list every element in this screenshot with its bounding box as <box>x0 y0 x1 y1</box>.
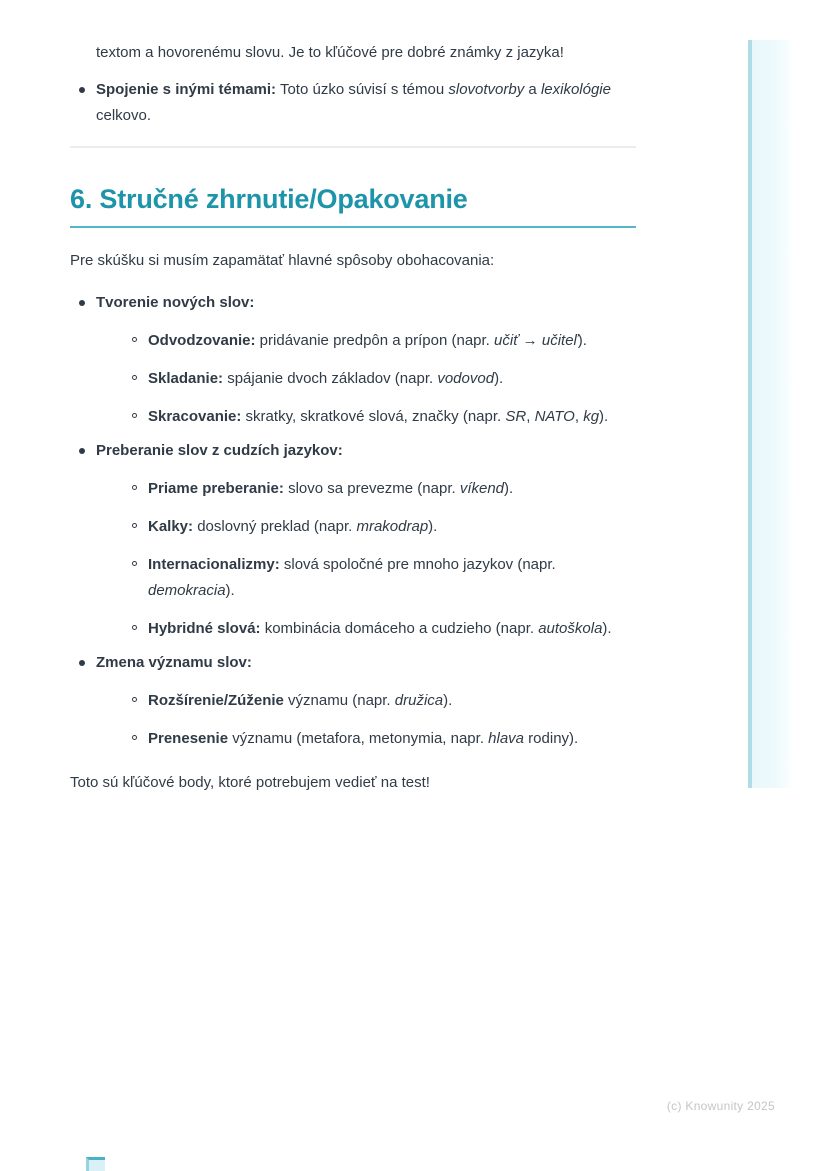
circle-bullet-icon <box>132 561 137 566</box>
section-heading: 6. Stručné zhrnutie/Opakovanie <box>70 184 636 228</box>
list-item <box>96 476 636 502</box>
circle-bullet-icon <box>132 413 137 418</box>
list-group-word-formation <box>70 290 636 430</box>
disc-bullet-icon <box>79 448 85 454</box>
list-item <box>96 404 636 430</box>
disc-bullet-icon <box>79 660 85 666</box>
list-item <box>70 77 636 129</box>
list-item <box>96 726 636 752</box>
circle-bullet-icon <box>132 697 137 702</box>
next-page-corner-decoration <box>86 1157 105 1171</box>
decorative-side-strip <box>748 40 793 788</box>
list-item-text: Spojenie s inými témami: Toto úzko súvisí s témou slovotvorby a lexikológie celkovo. <box>96 81 611 124</box>
circle-bullet-icon <box>132 485 137 490</box>
circle-bullet-icon <box>132 375 137 380</box>
list-item-text: Odvodzovanie: pridávanie predpôn a prípon (napr. učiť → učiteľ). <box>148 332 587 349</box>
note-content <box>70 0 636 796</box>
sub-list <box>96 688 636 752</box>
list-item <box>96 552 636 604</box>
section-divider <box>70 146 636 148</box>
list-item <box>96 616 636 642</box>
lead-paragraph: Pre skúšku si musím zapamätať hlavné spôsoby obohacovania: <box>70 252 495 269</box>
list-item-text: Internacionalizmy: slová spoločné pre mnoho jazykov (napr. demokracia). <box>148 556 556 599</box>
circle-bullet-icon <box>132 523 137 528</box>
sub-list <box>96 328 636 430</box>
summary-list <box>70 290 636 752</box>
list-item <box>96 328 636 354</box>
list-item-text: Skladanie: spájanie dvoch základov (napr. vodovod). <box>148 370 504 387</box>
list-item-text: Kalky: doslovný preklad (napr. mrakodrap). <box>148 518 438 535</box>
list-item <box>96 688 636 714</box>
list-item-text: Priame preberanie: slovo sa prevezme (napr. víkend). <box>148 480 514 497</box>
list-item-text: Skracovanie: skratky, skratkové slová, značky (napr. SR, NATO, kg). <box>148 408 609 425</box>
circle-bullet-icon <box>132 625 137 630</box>
disc-bullet-icon <box>79 87 85 93</box>
paragraph-continuation: textom a hovorenému slovu. Je to kľúčové pre dobré známky z jazyka! <box>96 44 564 61</box>
group-title: Zmena významu slov: <box>96 654 252 671</box>
disc-bullet-icon <box>79 300 85 306</box>
group-title: Tvorenie nových slov: <box>96 294 255 311</box>
list-item-text: Rozšírenie/Zúženie významu (napr. družica). <box>148 692 453 709</box>
intro-bullet-list <box>70 77 636 129</box>
circle-bullet-icon <box>132 735 137 740</box>
closing-paragraph: Toto sú kľúčové body, ktoré potrebujem vedieť na test! <box>70 774 430 791</box>
copyright-footer: (c) Knowunity 2025 <box>666 1099 775 1113</box>
list-item <box>96 366 636 392</box>
list-item <box>96 514 636 540</box>
group-title: Preberanie slov z cudzích jazykov: <box>96 442 343 459</box>
list-group-borrowed-words <box>70 438 636 642</box>
circle-bullet-icon <box>132 337 137 342</box>
list-item-text: Prenesenie významu (metafora, metonymia, napr. hlava rodiny). <box>148 730 579 747</box>
list-item-text: Hybridné slová: kombinácia domáceho a cudzieho (napr. autoškola). <box>148 620 612 637</box>
sub-list <box>96 476 636 642</box>
list-group-meaning-change <box>70 650 636 752</box>
